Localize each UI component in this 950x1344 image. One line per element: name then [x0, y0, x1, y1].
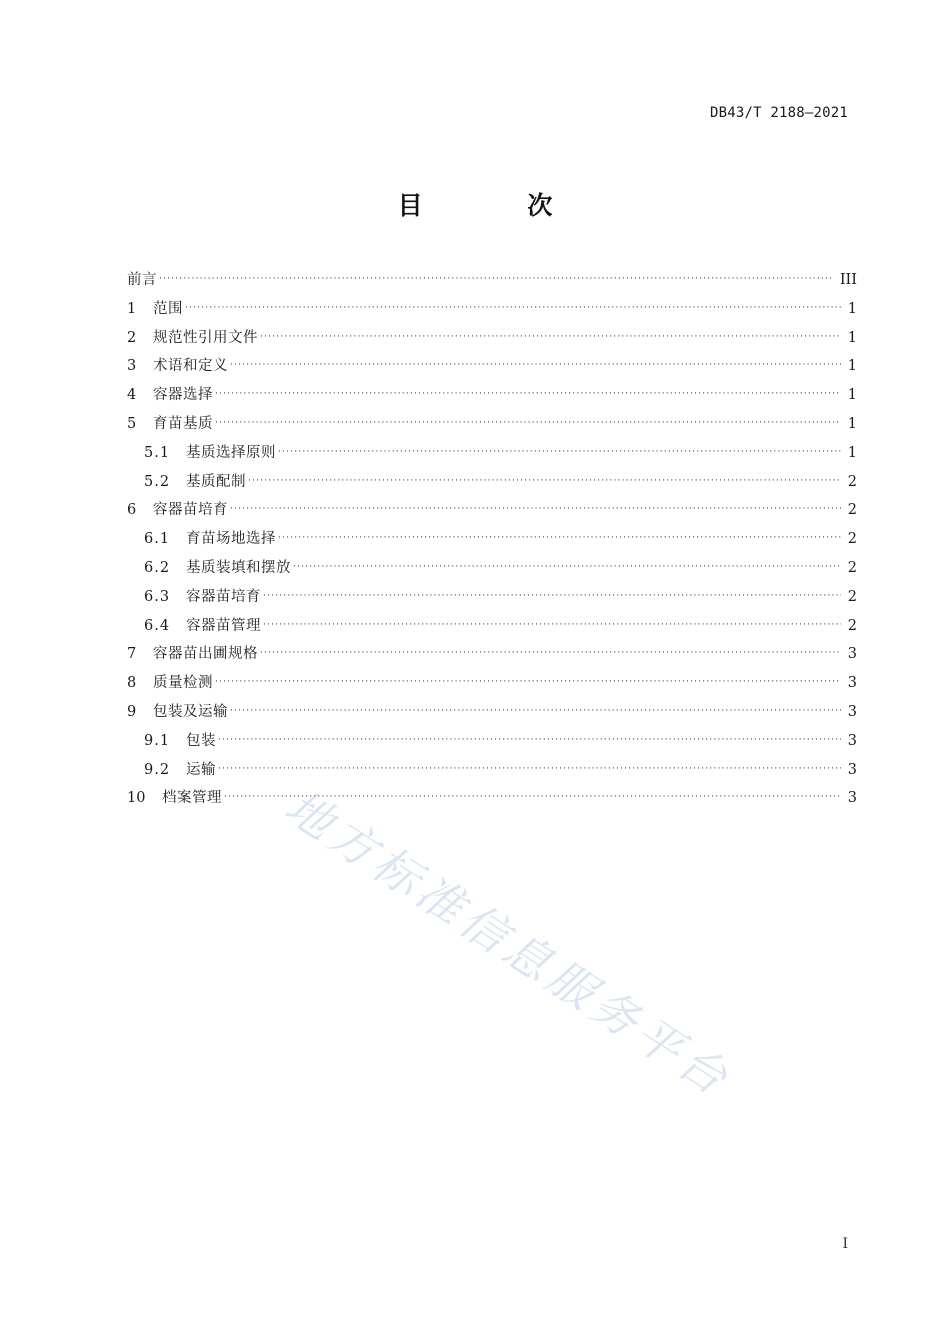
toc-leader-dots: [224, 783, 841, 812]
toc-entry-label: 容器苗出圃规格: [153, 646, 258, 663]
toc-entry-label: 容器苗培育: [153, 502, 228, 519]
toc-entry-10[interactable]: [127, 784, 857, 813]
toc-entry-9-1[interactable]: [127, 727, 857, 756]
toc-entry-page: 2: [847, 531, 857, 548]
page-number: I: [842, 1236, 848, 1252]
toc-entry-label: 育苗场地选择: [186, 531, 276, 548]
toc-entry-number: 6.3: [144, 588, 171, 605]
toc-entry-label: 质量检测: [153, 675, 213, 692]
toc-entry-number: 3: [127, 358, 137, 375]
toc-entry-number: 8: [127, 675, 137, 692]
toc-entry-page: 1: [847, 415, 857, 432]
toc-entry-8[interactable]: [127, 669, 857, 698]
toc-leader-dots: [263, 582, 841, 611]
toc-entry-page: 2: [847, 588, 857, 605]
toc-entry-page: 3: [847, 675, 857, 692]
toc-entry-2[interactable]: [127, 324, 857, 353]
toc-entry-number: 2: [127, 329, 137, 346]
toc-entry-9-2[interactable]: [127, 756, 857, 785]
toc-entry-number: 9.1: [144, 732, 171, 749]
toc-entry-number: 1: [127, 300, 137, 317]
toc-entry-label: 包装: [186, 732, 216, 749]
toc-entry-page: III: [839, 272, 857, 288]
toc-entry-5[interactable]: [127, 410, 857, 439]
toc-entry-page: 2: [847, 502, 857, 519]
standard-code: DB43/T 2188—2021: [709, 105, 848, 121]
toc-entry-number: 5.2: [144, 473, 171, 490]
toc-leader-dots: [248, 467, 841, 496]
toc-entry-label: 容器苗培育: [186, 588, 261, 605]
toc-entry-number: 6.4: [144, 617, 171, 634]
toc-entry-7[interactable]: [127, 640, 857, 669]
toc-entry-number: 10: [127, 790, 146, 807]
toc-entry-4[interactable]: [127, 381, 857, 410]
toc-leader-dots: [230, 495, 841, 524]
toc-leader-dots: [293, 553, 841, 582]
toc-entry-label: 基质选择原则: [186, 444, 276, 461]
toc-entry-page: 3: [847, 646, 857, 663]
toc-entry-3[interactable]: [127, 352, 857, 381]
toc-leader-dots: [230, 697, 841, 726]
toc-leader-dots: [260, 639, 841, 668]
toc-leader-dots: [159, 265, 834, 294]
toc-entry-6-1[interactable]: [127, 525, 857, 554]
toc-leader-dots: [185, 294, 841, 323]
toc-entry-9[interactable]: [127, 698, 857, 727]
toc-entry-number: 5.1: [144, 444, 171, 461]
toc-entry-page: 1: [847, 444, 857, 461]
toc-title: 目 次: [397, 191, 601, 220]
toc-entry-page: 2: [847, 559, 857, 576]
toc-entry-6[interactable]: [127, 496, 857, 525]
toc-entry-page: 3: [847, 790, 857, 807]
toc-leader-dots: [278, 524, 841, 553]
toc-leader-dots: [230, 351, 841, 380]
toc-leader-dots: [218, 726, 841, 755]
toc-entry-page: 2: [847, 473, 857, 490]
toc-entry-number: 9: [127, 703, 137, 720]
toc-entry-label: 范围: [153, 300, 183, 317]
toc-leader-dots: [218, 755, 841, 784]
toc-entry-page: 3: [847, 732, 857, 749]
toc-entry-number: 6: [127, 502, 137, 519]
toc-entry-number: 6.2: [144, 559, 171, 576]
toc-entry-label: 规范性引用文件: [153, 329, 258, 346]
watermark: 地方标准信息服务平台: [275, 779, 742, 1108]
toc-entry-page: 1: [847, 329, 857, 346]
toc-entry-label: 基质装填和摆放: [186, 559, 291, 576]
toc-entry-page: 3: [847, 761, 857, 778]
toc-entry-number: 7: [127, 646, 137, 663]
toc-entry-number: 6.1: [144, 531, 171, 548]
toc-entry-page: 1: [847, 300, 857, 317]
toc-leader-dots: [278, 438, 841, 467]
toc-leader-dots: [263, 611, 841, 640]
toc-entry-5-1[interactable]: [127, 439, 857, 468]
toc-entry-label: 容器选择: [153, 387, 213, 404]
toc-entry-label: 前言: [127, 272, 157, 288]
toc-entry-page: 1: [847, 358, 857, 375]
toc-entry-6-2[interactable]: [127, 554, 857, 583]
toc-leader-dots: [215, 380, 841, 409]
toc-entry-label: 容器苗管理: [186, 617, 261, 634]
toc-leader-dots: [260, 323, 841, 352]
toc-entry-label: 包装及运输: [153, 703, 228, 720]
toc-entry-page: 3: [847, 703, 857, 720]
toc-entry-number: 9.2: [144, 761, 171, 778]
toc-entry-foreword[interactable]: [127, 266, 857, 295]
toc-entry-6-4[interactable]: [127, 612, 857, 641]
toc-entry-label: 术语和定义: [153, 358, 228, 375]
toc-entry-1[interactable]: [127, 295, 857, 324]
table-of-contents: [127, 266, 857, 813]
toc-entry-number: 5: [127, 415, 137, 432]
toc-entry-number: 4: [127, 387, 137, 404]
toc-entry-page: 2: [847, 617, 857, 634]
toc-leader-dots: [215, 409, 841, 438]
toc-entry-6-3[interactable]: [127, 583, 857, 612]
toc-entry-5-2[interactable]: [127, 468, 857, 497]
toc-entry-label: 运输: [186, 761, 216, 778]
toc-entry-label: 基质配制: [186, 473, 246, 490]
toc-entry-label: 档案管理: [162, 790, 222, 807]
toc-leader-dots: [215, 668, 841, 697]
toc-entry-page: 1: [847, 387, 857, 404]
toc-entry-label: 育苗基质: [153, 415, 213, 432]
